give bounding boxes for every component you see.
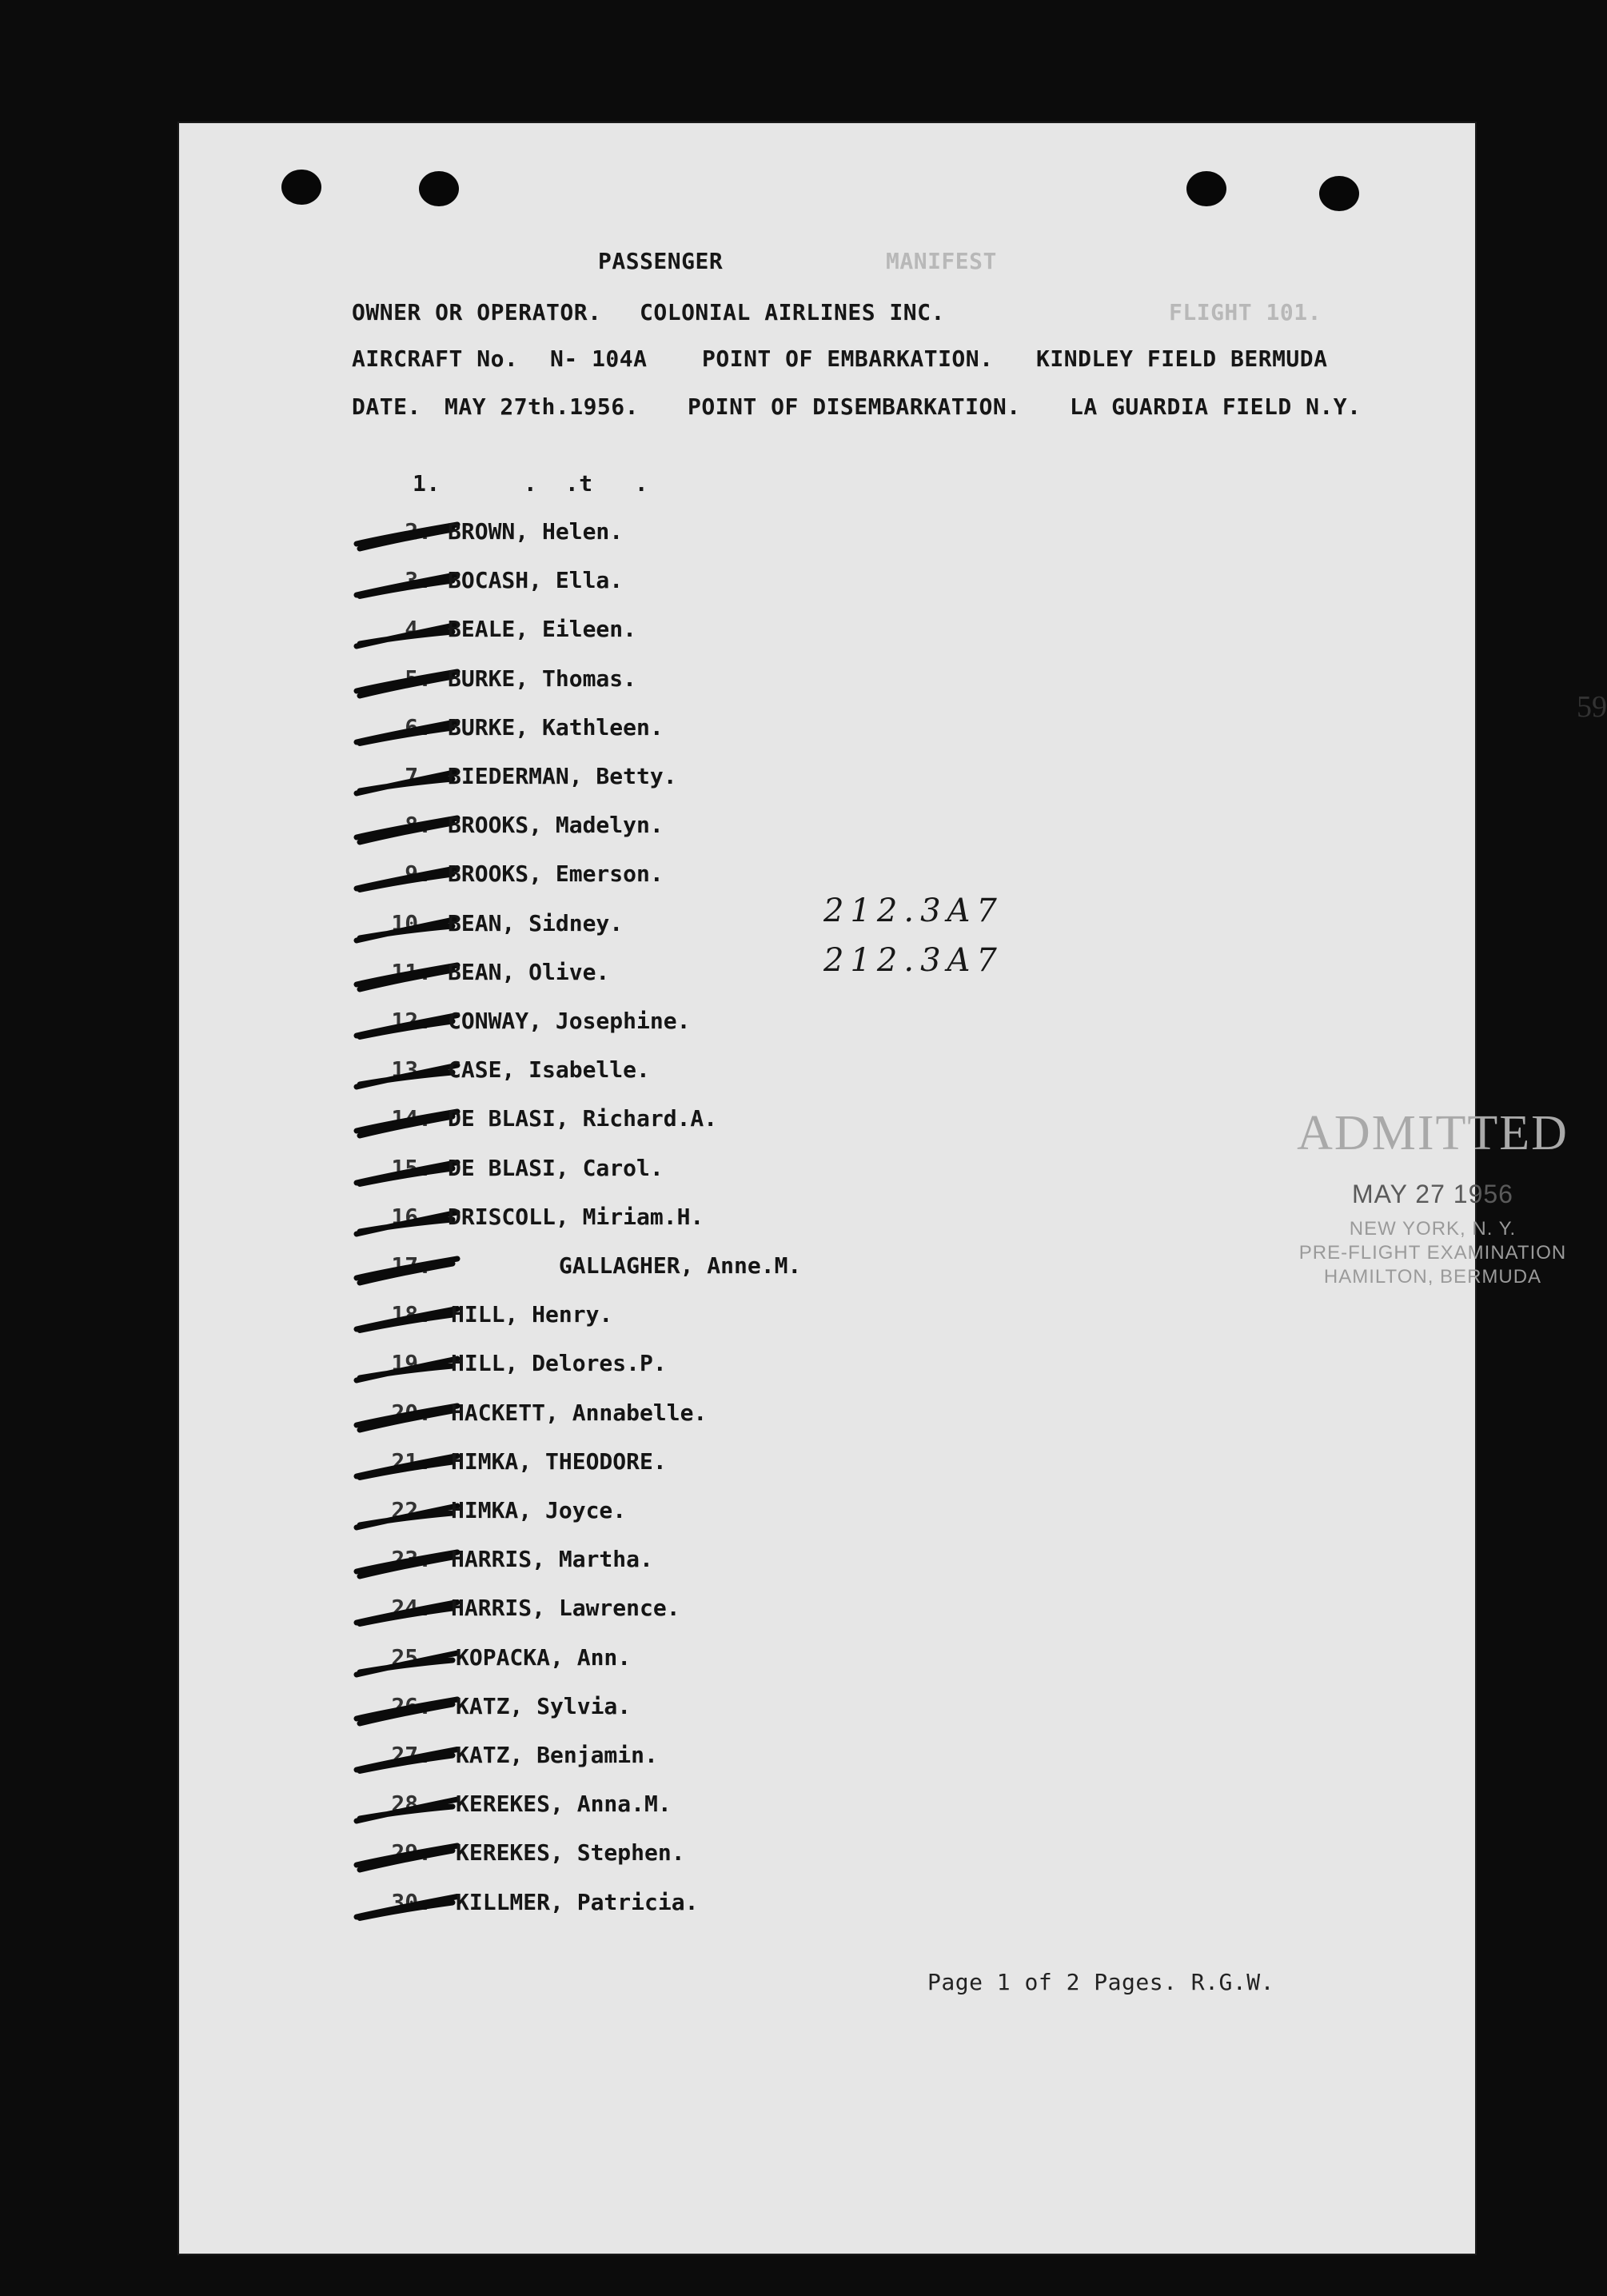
- passenger-name: BOCASH, Ella.: [448, 567, 624, 594]
- list-item: [344, 518, 1063, 553]
- passenger-number: 30.: [391, 1888, 432, 1915]
- list-item: [344, 1301, 1063, 1336]
- passenger-number: 28.: [391, 1791, 432, 1818]
- passenger-name: BEAN, Sidney.: [448, 909, 624, 936]
- passenger-number: 27.: [391, 1742, 432, 1768]
- strike-mark: [352, 1596, 464, 1628]
- aircraft-value: N- 104A: [550, 345, 648, 372]
- list-item: [344, 1008, 1063, 1043]
- aircraft-label: AIRCRAFT No.: [352, 345, 519, 372]
- handwritten-note: 212.3A7: [823, 942, 1003, 979]
- passenger-name: BURKE, Thomas.: [448, 665, 637, 692]
- list-item: [344, 1889, 1063, 1924]
- passenger-number: 4.: [405, 616, 432, 643]
- passenger-number: 9.: [405, 861, 432, 888]
- strike-mark: [352, 1547, 464, 1579]
- strike-mark: [352, 960, 464, 992]
- list-item: [344, 763, 1063, 798]
- page-footer: Page 1 of 2 Pages. R.G.W.: [927, 1969, 1274, 1995]
- passenger-name: HACKETT, Annabelle.: [451, 1399, 708, 1426]
- strike-mark: [352, 1695, 464, 1727]
- owner-value: COLONIAL AIRLINES INC.: [640, 299, 945, 325]
- passenger-number: 12.: [391, 1008, 432, 1034]
- passenger-name: HARRIS, Lawrence.: [451, 1595, 680, 1622]
- passenger-name: CONWAY, Josephine.: [448, 1008, 691, 1034]
- strike-mark: [352, 1352, 464, 1384]
- passenger-name: HIMKA, Joyce.: [451, 1497, 627, 1523]
- punch-hole: [1319, 176, 1359, 211]
- list-item: [344, 1105, 1063, 1140]
- passenger-number: 8.: [405, 812, 432, 839]
- passenger-number: 29.: [391, 1839, 432, 1867]
- list-item: [344, 1595, 1063, 1630]
- strike-mark: [352, 765, 464, 797]
- stamp-title: ADMITTED: [1297, 1106, 1569, 1160]
- passenger-name: KEREKES, Stephen.: [456, 1839, 685, 1867]
- list-item: [344, 1448, 1063, 1483]
- passenger-number: 18.: [391, 1301, 432, 1328]
- strike-mark: [352, 667, 464, 699]
- page-marker: 59: [1577, 690, 1607, 724]
- passenger-name: BROWN, Helen.: [448, 518, 624, 545]
- passenger-name: HILL, Delores.P.: [451, 1350, 667, 1377]
- strike-mark: [352, 862, 464, 894]
- passenger-name: CASE, Isabelle.: [448, 1056, 650, 1084]
- strike-mark: [352, 1743, 464, 1775]
- list-item: [344, 1497, 1063, 1532]
- passenger-number: 22.: [391, 1497, 432, 1523]
- strike-mark: [352, 1401, 464, 1433]
- passenger-name: HIMKA, THEODORE.: [451, 1447, 667, 1475]
- passenger-number: 17.: [391, 1252, 432, 1279]
- passenger-name: BROOKS, Emerson.: [448, 861, 664, 888]
- passenger-number: 2.: [405, 518, 432, 545]
- strike-mark: [352, 1499, 464, 1531]
- passenger-name: HARRIS, Martha.: [451, 1546, 653, 1573]
- passenger-number: 23.: [391, 1546, 432, 1573]
- list-item: [344, 665, 1063, 701]
- passenger-name: KATZ, Sylvia.: [456, 1692, 632, 1719]
- passenger-number: 21.: [391, 1447, 432, 1475]
- passenger-name: BROOKS, Madelyn.: [448, 812, 664, 839]
- list-item: [344, 1350, 1063, 1385]
- passenger-name: DE BLASI, Carol.: [448, 1154, 664, 1181]
- flight-number: FLIGHT 101.: [1169, 299, 1322, 325]
- passenger-number: 6.: [405, 713, 432, 741]
- passenger-name: GALLAGHER, Anne.M.: [451, 1252, 802, 1279]
- strike-mark: [352, 617, 464, 649]
- list-item: [344, 1546, 1063, 1581]
- strike-mark: [352, 1205, 464, 1237]
- punch-hole: [1186, 171, 1226, 206]
- list-item: [344, 1204, 1063, 1239]
- title-manifest: MANIFEST: [886, 248, 997, 274]
- passenger-name: BIEDERMAN, Betty.: [448, 763, 677, 789]
- passenger-number: 11.: [391, 958, 432, 985]
- strike-mark: [352, 1792, 464, 1824]
- list-item: [344, 1400, 1063, 1435]
- passenger-name: BEAN, Olive.: [448, 958, 610, 985]
- passenger-name: KOPACKA, Ann.: [456, 1643, 632, 1671]
- disembark-label: POINT OF DISEMBARKATION.: [688, 393, 1021, 420]
- title-passenger: PASSENGER: [598, 248, 724, 274]
- date-value: MAY 27th.1956.: [445, 393, 640, 420]
- list-item: [344, 1742, 1063, 1777]
- passenger-number: 24.: [391, 1595, 432, 1622]
- passenger-number: 7.: [405, 763, 432, 789]
- passenger-name: DRISCOLL, Miriam.H.: [448, 1203, 704, 1230]
- list-item: [344, 1056, 1063, 1092]
- passenger-number: 20.: [391, 1399, 432, 1426]
- strike-mark: [352, 1107, 464, 1139]
- list-item: [344, 812, 1063, 847]
- embark-value: KINDLEY FIELD BERMUDA: [1036, 345, 1328, 372]
- strike-mark: [352, 569, 464, 601]
- passenger-number: 3.: [405, 567, 432, 594]
- list-item: [344, 714, 1063, 749]
- list-item: [344, 616, 1063, 651]
- passenger-number: 25.: [391, 1643, 432, 1671]
- passenger-number: 19.: [391, 1350, 432, 1377]
- passenger-number: 26.: [391, 1692, 432, 1719]
- passenger-name: BURKE, Kathleen.: [448, 713, 664, 741]
- stamp-line: PRE-FLIGHT EXAMINATION: [1298, 1242, 1567, 1264]
- passenger-number: 10.: [391, 909, 432, 936]
- strike-mark: [352, 912, 464, 944]
- entry-1: 1. . .t .: [413, 470, 649, 497]
- passenger-number: 5.: [405, 665, 432, 692]
- strike-mark: [352, 1058, 464, 1090]
- strike-mark: [352, 1009, 464, 1041]
- strike-mark: [352, 1450, 464, 1482]
- passenger-number: 15.: [391, 1154, 432, 1181]
- strike-mark: [352, 1254, 464, 1286]
- passenger-name: DE BLASI, Richard.A.: [448, 1105, 718, 1132]
- punch-hole: [281, 170, 321, 205]
- passenger-name: HILL, Henry.: [451, 1301, 613, 1328]
- strike-mark: [352, 1156, 464, 1188]
- list-item: [344, 1791, 1063, 1826]
- strike-mark: [352, 1891, 464, 1923]
- stamp-date: MAY 27 1956: [1352, 1180, 1513, 1208]
- passenger-number: 13.: [391, 1056, 432, 1084]
- list-item: [344, 1693, 1063, 1728]
- list-item: [344, 1155, 1063, 1190]
- passenger-number: 16.: [391, 1203, 432, 1230]
- date-label: DATE.: [352, 393, 421, 420]
- disembark-value: LA GUARDIA FIELD N.Y.: [1070, 393, 1362, 420]
- owner-label: OWNER OR OPERATOR.: [352, 299, 602, 325]
- strike-mark: [352, 520, 464, 552]
- handwritten-note: 212.3A7: [823, 892, 1003, 929]
- strike-mark: [352, 1646, 464, 1678]
- stamp-line: HAMILTON, BERMUDA: [1323, 1266, 1542, 1288]
- passenger-name: KEREKES, Anna.M.: [456, 1791, 672, 1818]
- list-item: [344, 861, 1063, 896]
- passenger-list: [344, 518, 1143, 2086]
- passenger-name: BEALE, Eileen.: [448, 616, 637, 643]
- list-item: [344, 1252, 1063, 1288]
- strike-mark: [352, 1841, 464, 1873]
- list-item: [344, 1839, 1063, 1875]
- embark-label: POINT OF EMBARKATION.: [702, 345, 994, 372]
- passenger-name: KATZ, Benjamin.: [456, 1742, 658, 1768]
- strike-mark: [352, 716, 464, 748]
- strike-mark: [352, 813, 464, 845]
- admitted-stamp: [1289, 1105, 1577, 1289]
- list-item: [344, 567, 1063, 602]
- strike-mark: [352, 1303, 464, 1335]
- punch-hole: [419, 171, 459, 206]
- manifest-page: [177, 122, 1607, 2255]
- passenger-name: KILLMER, Patricia.: [456, 1888, 699, 1915]
- list-item: [344, 1644, 1063, 1679]
- passenger-number: 14.: [391, 1105, 432, 1132]
- stamp-line: NEW YORK, N. Y.: [1349, 1218, 1517, 1240]
